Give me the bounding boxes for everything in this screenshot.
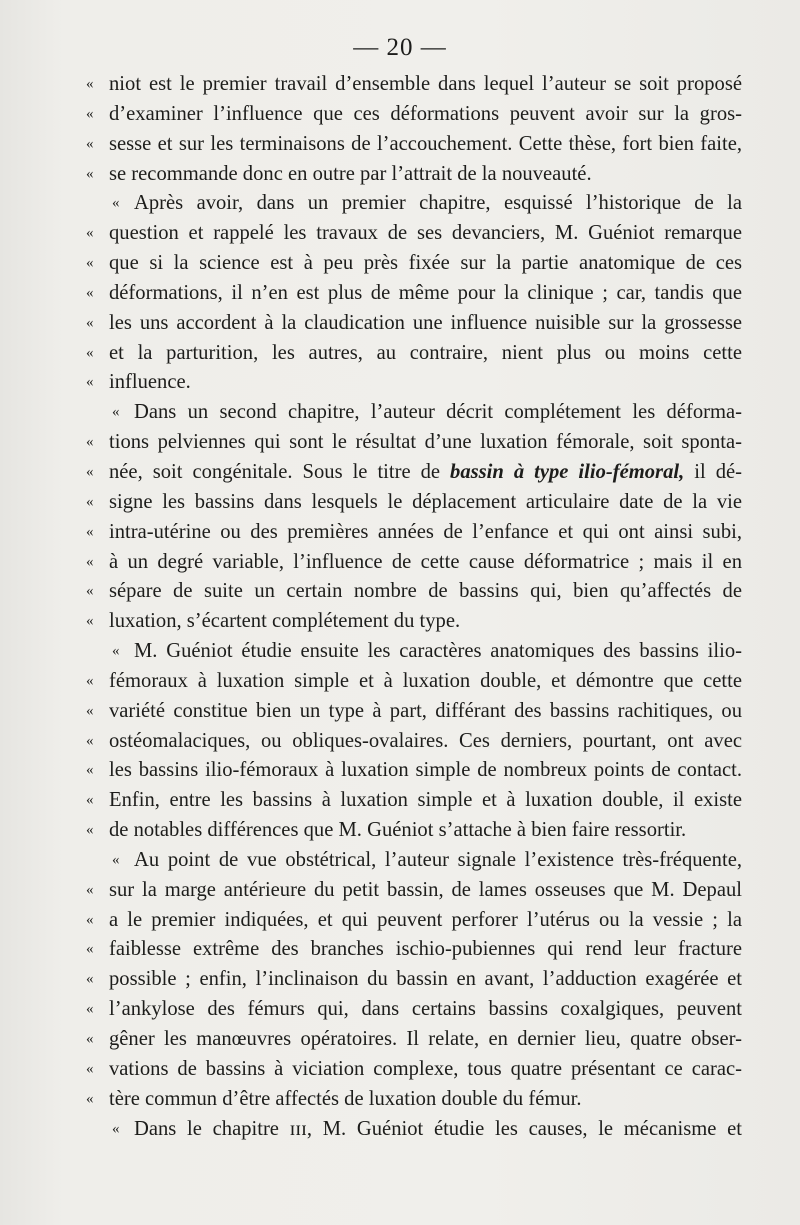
quote-mark: « (86, 702, 94, 719)
quote-mark: « (86, 165, 94, 182)
quote-mark: « (86, 105, 94, 122)
text-line (82, 1115, 742, 1145)
text-line (82, 70, 742, 100)
text-line (82, 876, 742, 906)
page-number: — 20 — (353, 34, 447, 61)
line-text: M. Guéniot étudie ensuite les caractères anatomiques des bassins ilio- (134, 640, 742, 663)
text-line (82, 935, 742, 965)
text-line (82, 458, 742, 488)
line-text: luxation, s’écartent complétement du type. (109, 610, 461, 633)
quote-mark: « (86, 344, 94, 361)
line-text: Dans un second chapitre, l’auteur décrit complétement les déforma- (134, 401, 742, 424)
text-line (82, 368, 742, 398)
line-text: gêner les manœuvres opératoires. Il relate, en dernier lieu, quatre obser- (109, 1028, 742, 1050)
text-line (82, 249, 742, 279)
quote-mark: « (86, 284, 94, 301)
line-text (109, 458, 742, 488)
line-text: se recommande donc en outre par l’attrait de la nouveauté. (109, 162, 592, 185)
quote-mark: « (112, 643, 120, 660)
text-line (82, 518, 742, 548)
quote-mark: « (86, 881, 94, 898)
quote-mark: « (112, 851, 120, 868)
line-text: sépare de suite un certain nombre de bassins qui, bien qu’affectés de (109, 580, 742, 603)
line-text: niot est le premier travail d’ensemble dans lequel l’auteur se soit proposé (109, 73, 742, 95)
text-line (82, 339, 742, 369)
text-line (82, 160, 742, 190)
quote-mark: « (86, 493, 94, 510)
line-text: sesse et sur les terminaisons de l’accouchement. Cette thèse, fort bien faite, (109, 132, 742, 155)
text-line (82, 279, 742, 309)
text-line (82, 398, 742, 428)
text-line (82, 1025, 742, 1055)
quote-mark: « (86, 1060, 94, 1077)
line-text-part: il dé- (694, 460, 742, 483)
quote-mark: « (86, 225, 94, 242)
quote-mark: « (112, 195, 120, 212)
line-text: variété constitue bien un type à part, différant des bassins rachitiques, ou (109, 699, 742, 722)
line-text: Dans le chapitre ɪɪɪ, M. Guéniot étudie les causes, le mécanisme et (134, 1117, 742, 1140)
text-line (82, 488, 742, 518)
text-line (82, 130, 742, 160)
line-text: intra-utérine ou des premières années de l’enfance et qui ont ainsi subi, (109, 520, 742, 543)
line-text: déformations, il n’en est plus de même pour la clinique ; car, tandis que (109, 281, 742, 304)
line-text: les uns accordent à la claudication une influence nuisible sur la grossesse (109, 311, 742, 334)
text-line (82, 727, 742, 757)
quote-mark: « (86, 463, 94, 480)
quote-mark: « (86, 76, 94, 92)
quote-mark: « (86, 911, 94, 928)
quote-mark: « (86, 941, 94, 958)
text-line (82, 1085, 742, 1115)
text-line (82, 965, 742, 995)
line-text: d’examiner l’influence que ces déformations peuvent avoir sur la gros- (109, 102, 742, 125)
text-line (82, 577, 742, 607)
quote-mark: « (86, 762, 94, 779)
line-text: Après avoir, dans un premier chapitre, esquissé l’historique de la (134, 192, 742, 215)
quote-mark: « (86, 672, 94, 689)
line-text: à un degré variable, l’influence de cette cause déformatrice ; mais il en (109, 550, 742, 573)
line-text: l’ankylose des fémurs qui, dans certains bassins coxalgiques, peuvent (109, 998, 742, 1021)
italic-term: bassin à type ilio-fémoral, (450, 460, 685, 483)
quote-mark: « (86, 135, 94, 152)
quote-mark: « (86, 1090, 94, 1107)
text-line (82, 309, 742, 339)
text-line (82, 219, 742, 249)
quote-mark: « (86, 822, 94, 839)
quote-mark: « (86, 1031, 94, 1047)
quote-mark: « (86, 583, 94, 600)
line-text: question et rappelé les travaux de ses devanciers, M. Guéniot remarque (109, 222, 742, 245)
line-text: signe les bassins dans lesquels le déplacement articulaire date de la vie (109, 490, 742, 513)
quote-mark: « (86, 434, 94, 451)
line-text: faiblesse extrême des branches ischio-pubiennes qui rend leur fracture (109, 938, 742, 961)
quote-mark: « (86, 732, 94, 749)
text-line (82, 1055, 742, 1085)
quote-mark: « (86, 613, 94, 630)
quote-mark: « (86, 255, 94, 272)
line-text: possible ; enfin, l’inclinaison du bassin en avant, l’adduction exagérée et (109, 968, 742, 991)
text-line (82, 548, 742, 578)
text-line (82, 100, 742, 130)
text-line (82, 816, 742, 846)
quote-mark: « (112, 1120, 120, 1137)
body-text (82, 70, 742, 1144)
text-line (82, 637, 742, 667)
text-line (82, 428, 742, 458)
quote-mark: « (86, 792, 94, 809)
text-line (82, 756, 742, 786)
text-line (82, 607, 742, 637)
text-line (82, 697, 742, 727)
line-text: les bassins ilio-fémoraux à luxation simple de nombreux points de contact. (109, 759, 742, 782)
quote-mark: « (86, 314, 94, 331)
line-text: a le premier indiquées, et qui peuvent perforer l’utérus ou la vessie ; la (109, 908, 742, 931)
line-text: vations de bassins à viciation complexe, tous quatre présentant ce carac- (109, 1057, 742, 1080)
quote-mark: « (86, 553, 94, 570)
text-line (82, 189, 742, 219)
text-line (82, 995, 742, 1025)
text-line (82, 906, 742, 936)
quote-mark: « (86, 523, 94, 540)
line-text: tions pelviennes qui sont le résultat d’une luxation fémorale, soit sponta- (109, 431, 742, 454)
line-text: de notables différences que M. Guéniot s’attache à bien faire ressortir. (109, 819, 687, 842)
text-line (82, 846, 742, 876)
quote-mark: « (112, 404, 120, 421)
line-text: fémoraux à luxation simple et à luxation double, et démontre que cette (109, 669, 742, 692)
line-text: Enfin, entre les bassins à luxation simple et à luxation double, il existe (109, 789, 742, 812)
line-text: que si la science est à peu près fixée sur la partie anatomique de ces (109, 252, 742, 275)
line-text-part: née, soit congénitale. Sous le titre de (109, 460, 441, 483)
line-text: ostéomalaciques, ou obliques-ovalaires. Ces derniers, pourtant, ont avec (109, 729, 742, 752)
line-text: tère commun d’être affectés de luxation double du fémur. (109, 1087, 582, 1110)
line-text: influence. (109, 371, 191, 394)
quote-mark: « (86, 1001, 94, 1018)
line-text: et la parturition, les autres, au contraire, nient plus ou moins cette (109, 341, 742, 364)
text-line (82, 667, 742, 697)
text-line (82, 786, 742, 816)
quote-mark: « (86, 971, 94, 988)
line-text: Au point de vue obstétrical, l’auteur signale l’existence très-fréquente, (134, 848, 742, 871)
line-text: sur la marge antérieure du petit bassin, de lames osseuses que M. Depaul (109, 878, 742, 901)
quote-mark: « (86, 374, 94, 391)
